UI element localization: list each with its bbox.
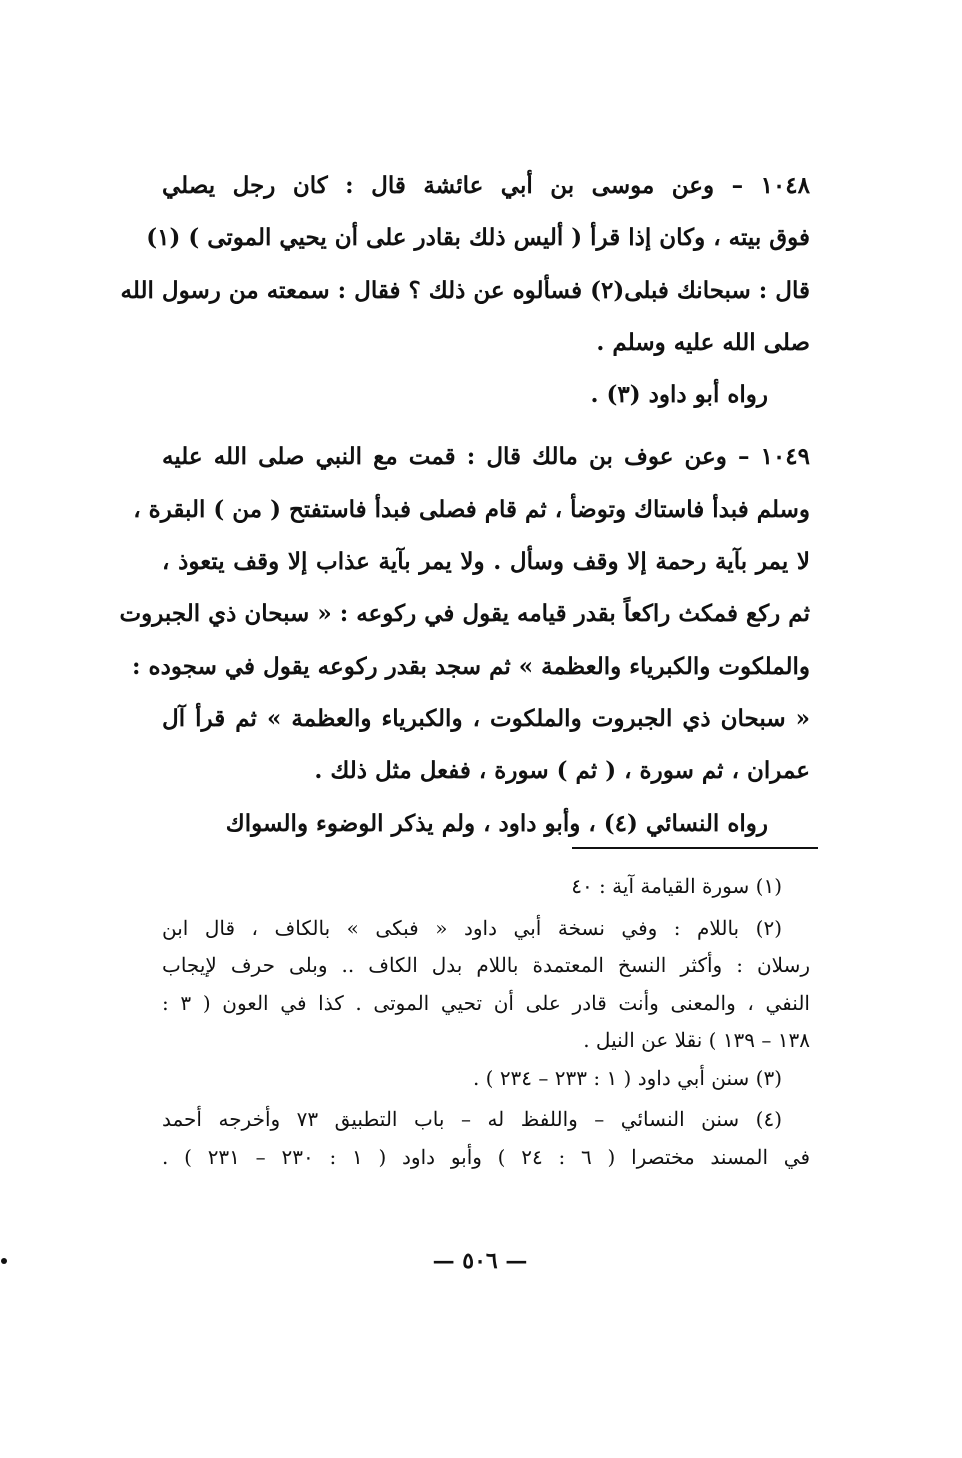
hadith-1048-line-2: فوق بيته ، وكان إذا قرأ ( أليس ذلك بقادر على أن يحيي الموتى ) (١) — [146, 224, 810, 252]
page-number: — ٥٠٦ — — [432, 1248, 528, 1274]
hadith-1049-line-5: والملكوت والكبرياء والعظمة » ثم سجد بقدر ركوعه يقول في سجوده : — [132, 652, 810, 680]
main-text — [119, 160, 810, 850]
hadith-1049-line-3: لا يمر بآية رحمة إلا وقف وسأل . ولا يمر بآية عذاب إلا وقف يتعوذ ، — [162, 548, 810, 576]
hadith-1049-line-1: ١٠٤٩ – وعن عوف بن مالك قال : قمت مع النبي صلى الله عليه — [162, 443, 810, 471]
hadith-1048-line-4: صلى الله عليه وسلم . — [596, 328, 810, 356]
hadith-1049-narration: رواه النسائي (٤) ، وأبو داود ، ولم يذكر الوضوء والسواك — [225, 809, 768, 837]
footnotes — [162, 868, 810, 1176]
hadith-1049-line-4: ثم ركع فمكث راكعاً بقدر قيامه يقول في ركوعه : « سبحان ذي الجبروت — [119, 600, 810, 628]
footnote-2-line-2: رسلان : وأكثر النسخ المعتمدة باللام بدل الكاف .. وبلى حرف لإيجاب — [162, 953, 810, 977]
footnote-2-line-4: ١٣٨ – ١٣٩ ) نقلا عن النيل . — [583, 1028, 810, 1052]
hadith-1049-line-7: عمران ، ثم سورة ، ( ثم ) سورة ، ففعل مثل ذلك . — [314, 757, 810, 785]
footnote-3: (٣) سنن أبي داود ( ١ : ٢٣٣ – ٢٣٤ ) . — [472, 1065, 782, 1090]
footnote-4-line-2: في المسند مختصرا ( ٦ : ٢٤ ) وأبو داود ( ١ : ٢٣٠ – ٢٣١ ) . — [162, 1144, 811, 1169]
footnote-divider — [572, 847, 818, 849]
hadith-1049-line-6: « سبحان ذي الجبروت والملكوت ، والكبرياء والعظمة » ثم قرأ آل — [162, 704, 810, 732]
hadith-1048-narration: رواه أبو داود (٣) . — [590, 381, 768, 409]
footnote-1: (١) سورة القيامة آية : ٤٠ — [571, 874, 782, 898]
footnote-2-line-1: (٢) باللام : وفي نسخة أبي داود « فبكى » بالكاف ، قال ابن — [162, 915, 782, 940]
hadith-1048-line-3: قال : سبحانك فبلى(٢) فسألوه عن ذلك ؟ فقال : سمعته من رسول الله — [120, 276, 810, 304]
scan-mark — [1, 1258, 7, 1264]
hadith-1049-line-2: وسلم فبدأ فاستاك وتوضأ ، ثم قام فصلى فبدأ فاستفتح ( من ) البقرة ، — [133, 495, 810, 523]
footnote-4-line-1: (٤) سنن النسائي – واللفظ له – باب التطبيق ٧٣ وأخرجه أحمد — [162, 1107, 782, 1131]
footnote-2-line-3: النفي ، والمعنى وأنت قادر على أن تحيي الموتى . كذا في العون ( ٣ : — [162, 990, 810, 1015]
hadith-1048-line-1: ١٠٤٨ – وعن موسى بن أبي عائشة قال : كان رجل يصلي — [162, 172, 810, 199]
